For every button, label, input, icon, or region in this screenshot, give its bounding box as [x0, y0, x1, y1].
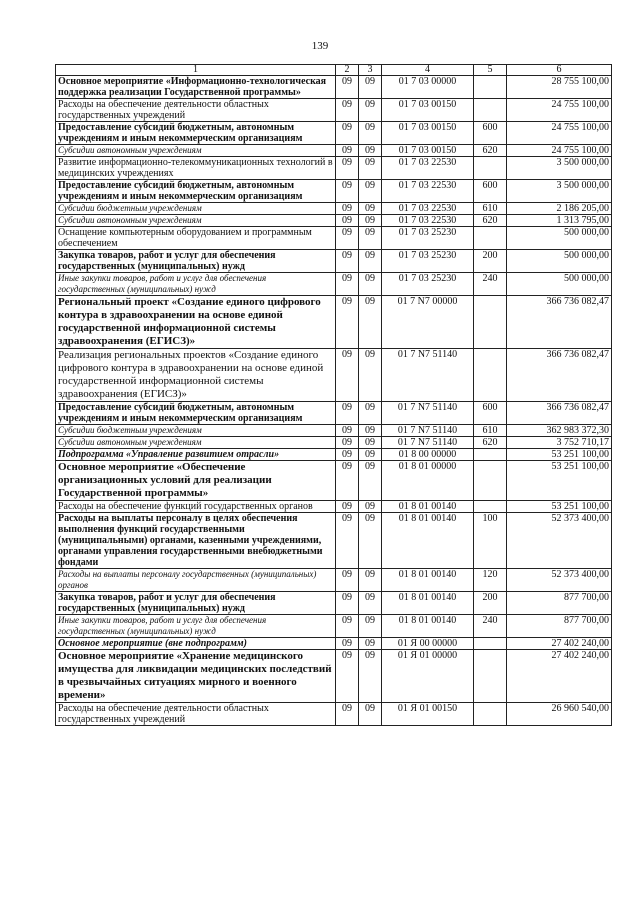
target-article-code-cell: 01 7 03 00150 [382, 122, 474, 145]
expense-type-code-cell: 610 [474, 203, 507, 215]
target-article-code-cell: 01 7 03 25230 [382, 227, 474, 250]
table-row [56, 215, 612, 227]
subsection-code-cell: 09 [359, 145, 382, 157]
subsection-code-cell: 09 [359, 615, 382, 638]
expense-type-code-cell: 100 [474, 513, 507, 569]
expense-type-code-cell [474, 157, 507, 180]
expense-name-cell: Развитие информационно-телекоммуникационных технологий в медицинских учреждениях [56, 157, 336, 180]
target-article-code-cell: 01 8 01 00140 [382, 615, 474, 638]
section-code-cell: 09 [336, 99, 359, 122]
expense-name-cell: Расходы на выплаты персоналу государственных (муниципальных) органов [56, 569, 336, 592]
column-number-6: 6 [507, 65, 612, 76]
expense-type-code-cell [474, 349, 507, 402]
amount-cell: 52 373 400,00 [507, 569, 612, 592]
amount-cell: 53 251 100,00 [507, 461, 612, 501]
subsection-code-cell: 09 [359, 461, 382, 501]
expense-name-cell: Основное мероприятие (вне подпрограмм) [56, 638, 336, 650]
expense-name-cell: Основное мероприятие «Информационно-технологическая поддержка реализации Государственной программы» [56, 76, 336, 99]
table-row [56, 638, 612, 650]
expense-type-code-cell [474, 650, 507, 703]
expense-name-cell: Расходы на обеспечение деятельности областных государственных учреждений [56, 703, 336, 726]
expense-type-code-cell: 610 [474, 425, 507, 437]
expense-name-cell: Реализация региональных проектов «Создание единого цифрового контура в здравоохранении на основе единой государственной информационной системы здравоохранения (ЕГИСЗ)» [56, 349, 336, 402]
amount-cell: 24 755 100,00 [507, 122, 612, 145]
expense-name-cell: Иные закупки товаров, работ и услуг для обеспечения государственных (муниципальных) нужд [56, 615, 336, 638]
table-row [56, 296, 612, 349]
section-code-cell: 09 [336, 615, 359, 638]
budget-table [55, 64, 612, 726]
expense-type-code-cell [474, 449, 507, 461]
amount-cell: 52 373 400,00 [507, 513, 612, 569]
expense-name-cell: Предоставление субсидий бюджетным, автономным учреждениям и иным некоммерческим организациям [56, 402, 336, 425]
subsection-code-cell: 09 [359, 449, 382, 461]
subsection-code-cell: 09 [359, 349, 382, 402]
expense-type-code-cell: 600 [474, 402, 507, 425]
amount-cell: 877 700,00 [507, 592, 612, 615]
expense-name-cell: Расходы на выплаты персоналу в целях обеспечения выполнения функций государственными (муниципальными) органами, казенными учреждениями, органами управления государственными внебюджетными фондами [56, 513, 336, 569]
target-article-code-cell: 01 8 01 00140 [382, 569, 474, 592]
section-code-cell: 09 [336, 349, 359, 402]
amount-cell: 53 251 100,00 [507, 449, 612, 461]
expense-name-cell: Основное мероприятие «Хранение медицинского имущества для ликвидации медицинских последствий в чрезвычайных ситуациях мирного и военного времени» [56, 650, 336, 703]
expense-type-code-cell: 620 [474, 437, 507, 449]
expense-type-code-cell: 620 [474, 145, 507, 157]
column-number-1: 1 [56, 65, 336, 76]
section-code-cell: 09 [336, 501, 359, 513]
subsection-code-cell: 09 [359, 122, 382, 145]
target-article-code-cell: 01 7 03 22530 [382, 203, 474, 215]
table-row [56, 99, 612, 122]
subsection-code-cell: 09 [359, 250, 382, 273]
section-code-cell: 09 [336, 215, 359, 227]
subsection-code-cell: 09 [359, 203, 382, 215]
expense-name-cell: Субсидии автономным учреждениям [56, 145, 336, 157]
amount-cell: 362 983 372,30 [507, 425, 612, 437]
expense-name-cell: Закупка товаров, работ и услуг для обеспечения государственных (муниципальных) нужд [56, 250, 336, 273]
column-number-2: 2 [336, 65, 359, 76]
amount-cell: 366 736 082,47 [507, 402, 612, 425]
page-number: 139 [311, 40, 329, 52]
amount-cell: 500 000,00 [507, 227, 612, 250]
subsection-code-cell: 09 [359, 296, 382, 349]
expense-type-code-cell [474, 703, 507, 726]
amount-cell: 500 000,00 [507, 273, 612, 296]
table-row [56, 180, 612, 203]
target-article-code-cell: 01 8 01 00140 [382, 592, 474, 615]
section-code-cell: 09 [336, 180, 359, 203]
expense-name-cell: Подпрограмма «Управление развитием отрасли» [56, 449, 336, 461]
column-number-5: 5 [474, 65, 507, 76]
section-code-cell: 09 [336, 145, 359, 157]
column-number-row [56, 65, 612, 76]
amount-cell: 24 755 100,00 [507, 145, 612, 157]
target-article-code-cell: 01 Я 00 00000 [382, 638, 474, 650]
amount-cell: 27 402 240,00 [507, 650, 612, 703]
target-article-code-cell: 01 7 N7 51140 [382, 437, 474, 449]
subsection-code-cell: 09 [359, 227, 382, 250]
section-code-cell: 09 [336, 227, 359, 250]
table-row [56, 592, 612, 615]
section-code-cell: 09 [336, 296, 359, 349]
subsection-code-cell: 09 [359, 215, 382, 227]
amount-cell: 1 313 795,00 [507, 215, 612, 227]
section-code-cell: 09 [336, 437, 359, 449]
table-row [56, 122, 612, 145]
section-code-cell: 09 [336, 425, 359, 437]
expense-type-code-cell: 620 [474, 215, 507, 227]
table-row [56, 449, 612, 461]
expense-name-cell: Расходы на обеспечение функций государственных органов [56, 501, 336, 513]
expense-type-code-cell [474, 638, 507, 650]
subsection-code-cell: 09 [359, 703, 382, 726]
amount-cell: 366 736 082,47 [507, 349, 612, 402]
table-row [56, 227, 612, 250]
subsection-code-cell: 09 [359, 273, 382, 296]
subsection-code-cell: 09 [359, 569, 382, 592]
column-number-4: 4 [382, 65, 474, 76]
target-article-code-cell: 01 7 N7 51140 [382, 402, 474, 425]
target-article-code-cell: 01 7 03 25230 [382, 250, 474, 273]
amount-cell: 3 752 710,17 [507, 437, 612, 449]
amount-cell: 3 500 000,00 [507, 157, 612, 180]
amount-cell: 500 000,00 [507, 250, 612, 273]
expense-name-cell: Субсидии бюджетным учреждениям [56, 203, 336, 215]
amount-cell: 27 402 240,00 [507, 638, 612, 650]
section-code-cell: 09 [336, 650, 359, 703]
expense-name-cell: Иные закупки товаров, работ и услуг для обеспечения государственных (муниципальных) нужд [56, 273, 336, 296]
target-article-code-cell: 01 7 03 22530 [382, 157, 474, 180]
table-row [56, 569, 612, 592]
section-code-cell: 09 [336, 203, 359, 215]
table-row [56, 402, 612, 425]
expense-name-cell: Оснащение компьютерным оборудованием и программным обеспечением [56, 227, 336, 250]
amount-cell: 3 500 000,00 [507, 180, 612, 203]
subsection-code-cell: 09 [359, 76, 382, 99]
amount-cell: 26 960 540,00 [507, 703, 612, 726]
table-row [56, 650, 612, 703]
subsection-code-cell: 09 [359, 425, 382, 437]
section-code-cell: 09 [336, 449, 359, 461]
expense-name-cell: Субсидии автономным учреждениям [56, 437, 336, 449]
expense-type-code-cell: 240 [474, 273, 507, 296]
target-article-code-cell: 01 Я 01 00150 [382, 703, 474, 726]
expense-name-cell: Предоставление субсидий бюджетным, автономным учреждениям и иным некоммерческим организациям [56, 122, 336, 145]
expense-type-code-cell: 600 [474, 122, 507, 145]
expense-type-code-cell [474, 99, 507, 122]
section-code-cell: 09 [336, 402, 359, 425]
section-code-cell: 09 [336, 122, 359, 145]
expense-type-code-cell: 240 [474, 615, 507, 638]
subsection-code-cell: 09 [359, 592, 382, 615]
table-row [56, 250, 612, 273]
table-row [56, 615, 612, 638]
target-article-code-cell: 01 8 01 00140 [382, 513, 474, 569]
expense-type-code-cell [474, 461, 507, 501]
section-code-cell: 09 [336, 250, 359, 273]
amount-cell: 28 755 100,00 [507, 76, 612, 99]
subsection-code-cell: 09 [359, 402, 382, 425]
amount-cell: 24 755 100,00 [507, 99, 612, 122]
subsection-code-cell: 09 [359, 99, 382, 122]
expense-name-cell: Субсидии автономным учреждениям [56, 215, 336, 227]
expense-type-code-cell [474, 76, 507, 99]
table-row [56, 203, 612, 215]
subsection-code-cell: 09 [359, 638, 382, 650]
subsection-code-cell: 09 [359, 501, 382, 513]
table-row [56, 157, 612, 180]
expense-type-code-cell: 600 [474, 180, 507, 203]
expense-name-cell: Субсидии бюджетным учреждениям [56, 425, 336, 437]
target-article-code-cell: 01 7 N7 51140 [382, 349, 474, 402]
table-row [56, 437, 612, 449]
section-code-cell: 09 [336, 569, 359, 592]
table-row [56, 461, 612, 501]
amount-cell: 53 251 100,00 [507, 501, 612, 513]
section-code-cell: 09 [336, 273, 359, 296]
expense-name-cell: Закупка товаров, работ и услуг для обеспечения государственных (муниципальных) нужд [56, 592, 336, 615]
table-row [56, 145, 612, 157]
section-code-cell: 09 [336, 76, 359, 99]
table-row [56, 76, 612, 99]
amount-cell: 2 186 205,00 [507, 203, 612, 215]
expense-type-code-cell: 200 [474, 592, 507, 615]
section-code-cell: 09 [336, 703, 359, 726]
target-article-code-cell: 01 7 N7 00000 [382, 296, 474, 349]
table-row [56, 703, 612, 726]
section-code-cell: 09 [336, 638, 359, 650]
subsection-code-cell: 09 [359, 180, 382, 203]
expense-type-code-cell [474, 296, 507, 349]
section-code-cell: 09 [336, 157, 359, 180]
amount-cell: 877 700,00 [507, 615, 612, 638]
target-article-code-cell: 01 7 03 25230 [382, 273, 474, 296]
target-article-code-cell: 01 Я 01 00000 [382, 650, 474, 703]
budget-table-body [56, 65, 612, 726]
expense-name-cell: Региональный проект «Создание единого цифрового контура в здравоохранении на основе единой государственной информационной системы здравоохранения (ЕГИСЗ)» [56, 296, 336, 349]
table-row [56, 273, 612, 296]
table-row [56, 349, 612, 402]
target-article-code-cell: 01 8 01 00140 [382, 501, 474, 513]
target-article-code-cell: 01 7 N7 51140 [382, 425, 474, 437]
column-number-3: 3 [359, 65, 382, 76]
target-article-code-cell: 01 7 03 00150 [382, 99, 474, 122]
table-row [56, 425, 612, 437]
amount-cell: 366 736 082,47 [507, 296, 612, 349]
section-code-cell: 09 [336, 592, 359, 615]
target-article-code-cell: 01 8 01 00000 [382, 461, 474, 501]
expense-name-cell: Предоставление субсидий бюджетным, автономным учреждениям и иным некоммерческим организациям [56, 180, 336, 203]
expense-type-code-cell [474, 501, 507, 513]
subsection-code-cell: 09 [359, 437, 382, 449]
section-code-cell: 09 [336, 513, 359, 569]
target-article-code-cell: 01 7 03 00150 [382, 145, 474, 157]
expense-type-code-cell: 200 [474, 250, 507, 273]
target-article-code-cell: 01 8 00 00000 [382, 449, 474, 461]
target-article-code-cell: 01 7 03 22530 [382, 215, 474, 227]
table-row [56, 513, 612, 569]
subsection-code-cell: 09 [359, 650, 382, 703]
expense-type-code-cell [474, 227, 507, 250]
expense-name-cell: Основное мероприятие «Обеспечение организационных условий для реализации Государственной программы» [56, 461, 336, 501]
subsection-code-cell: 09 [359, 513, 382, 569]
expense-type-code-cell: 120 [474, 569, 507, 592]
section-code-cell: 09 [336, 461, 359, 501]
subsection-code-cell: 09 [359, 157, 382, 180]
target-article-code-cell: 01 7 03 22530 [382, 180, 474, 203]
expense-name-cell: Расходы на обеспечение деятельности областных государственных учреждений [56, 99, 336, 122]
table-row [56, 501, 612, 513]
target-article-code-cell: 01 7 03 00000 [382, 76, 474, 99]
